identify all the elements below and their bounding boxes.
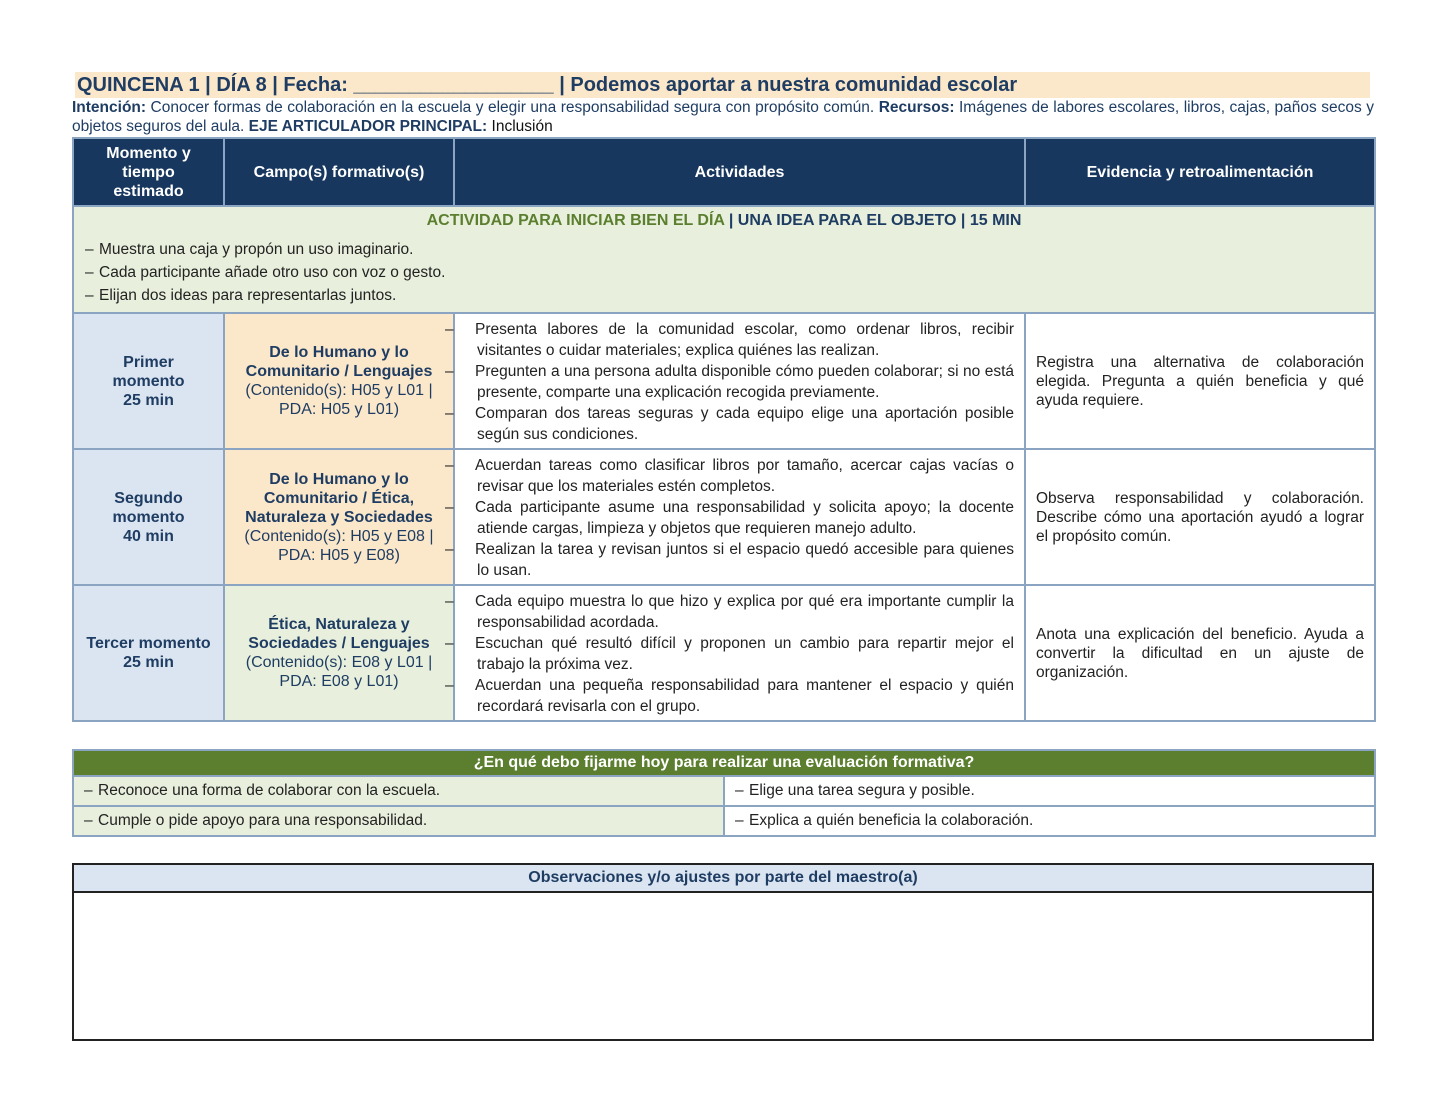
opener-row: [73, 206, 1375, 313]
table-header-row: [73, 138, 1375, 206]
evaluation-item: – Explica a quién beneficia la colaboración.: [724, 806, 1375, 836]
opener-title-blue: | UNA IDEA PARA EL OBJETO | 15 MIN: [724, 212, 1022, 229]
list-item: – Cada participante añade otro uso con voz o gesto.: [85, 264, 446, 281]
intention-paragraph: [72, 98, 1374, 136]
page-title: QUINCENA 1 | DÍA 8 | Fecha: __________________ | Podemos aportar a nuestra comunidad escolar: [75, 72, 1370, 98]
activities-cell: – Presenta labores de la comunidad escolar, como ordenar libros, recibir visitantes o cuidar materiales; explica quiénes las realizan. – Pregunten a una persona adulta disponible cómo pueden colaborar; si no está presente, comparte una explicación recogida previamente. – Comparan dos tareas seguras y cada equipo elige una aportación posible según sus condiciones.: [454, 313, 1025, 449]
opener-title: [75, 208, 1373, 234]
evaluation-title: ¿En qué debo fijarme hoy para realizar una evaluación formativa?: [73, 750, 1375, 776]
field-cell: Ética, Naturaleza y Sociedades / Lenguajes (Contenido(s): E08 y L01 | PDA: E08 y L01): [224, 585, 454, 721]
lesson-plan-page: [72, 72, 1374, 1041]
evaluation-item: – Elige una tarea segura y posible.: [724, 776, 1375, 806]
column-header-field: Campo(s) formativo(s): [224, 138, 454, 206]
observations-title: Observaciones y/o ajustes por parte del maestro(a): [74, 865, 1372, 893]
field-cell: De lo Humano y lo Comunitario / Ética, Naturaleza y Sociedades (Contenido(s): H05 y E08 | PDA: H05 y E08): [224, 449, 454, 585]
evaluation-item: – Reconoce una forma de colaborar con la escuela.: [73, 776, 724, 806]
table-row: [73, 449, 1375, 585]
intention-label: Intención:: [72, 99, 147, 116]
opener-list: [75, 238, 1373, 307]
evidence-cell: Observa responsabilidad y colaboración. Describe cómo una aportación ayudó a lograr el propósito común.: [1025, 449, 1375, 585]
moment-cell: Segundo momento 40 min: [73, 449, 224, 585]
activities-table: [72, 137, 1376, 722]
observations-body[interactable]: [74, 893, 1372, 1039]
intention-text: Conocer formas de colaboración en la escuela y elegir una responsabilidad segura con propósito común.: [150, 99, 875, 116]
observations-box: [72, 863, 1374, 1041]
field-cell: De lo Humano y lo Comunitario / Lenguajes (Contenido(s): H05 y L01 | PDA: H05 y L01): [224, 313, 454, 449]
column-header-activities: Actividades: [454, 138, 1025, 206]
moment-cell: Primer momento 25 min: [73, 313, 224, 449]
table-row: [73, 313, 1375, 449]
resources-label: Recursos:: [878, 99, 955, 116]
activities-cell: – Cada equipo muestra lo que hizo y explica por qué era importante cumplir la responsabilidad acordada. – Escuchan qué resultó difícil y proponen un cambio para repartir mejor el trabajo la próxima vez. – Acuerdan una pequeña responsabilidad para mantener el espacio y quién recordará revisarla con el grupo.: [454, 585, 1025, 721]
list-item: – Elijan dos ideas para representarlas juntos.: [85, 287, 397, 304]
moment-cell: Tercer momento 25 min: [73, 585, 224, 721]
evaluation-item: – Cumple o pide apoyo para una responsabilidad.: [73, 806, 724, 836]
activities-cell: – Acuerdan tareas como clasificar libros por tamaño, acercar cajas vacías o revisar que los materiales estén completos. – Cada participante asume una responsabilidad y solicita apoyo; la docente atiende cargas, limpieza y objetos que requieren manejo adulto. – Realizan la tarea y revisan juntos si el espacio quedó accesible para quienes lo usan.: [454, 449, 1025, 585]
column-header-moment: Momento y tiempo estimado: [73, 138, 224, 206]
axis-label: EJE ARTICULADOR PRINCIPAL:: [248, 118, 488, 135]
evidence-cell: Anota una explicación del beneficio. Ayuda a convertir la dificultad en un ajuste de organización.: [1025, 585, 1375, 721]
opener-title-green: ACTIVIDAD PARA INICIAR BIEN EL DÍA: [426, 212, 725, 229]
opener-cell: [73, 206, 1375, 313]
evaluation-table: [72, 749, 1376, 837]
axis-text: Inclusión: [491, 118, 553, 135]
table-row: [73, 585, 1375, 721]
evidence-cell: Registra una alternativa de colaboración elegida. Pregunta a quién beneficia y qué ayuda requiere.: [1025, 313, 1375, 449]
column-header-evidence: Evidencia y retroalimentación: [1025, 138, 1375, 206]
list-item: – Muestra una caja y propón un uso imaginario.: [85, 241, 414, 258]
resources-text: Imágenes de labores escolares, libros, cajas, paños secos y objetos seguros del aula.: [72, 99, 1374, 135]
